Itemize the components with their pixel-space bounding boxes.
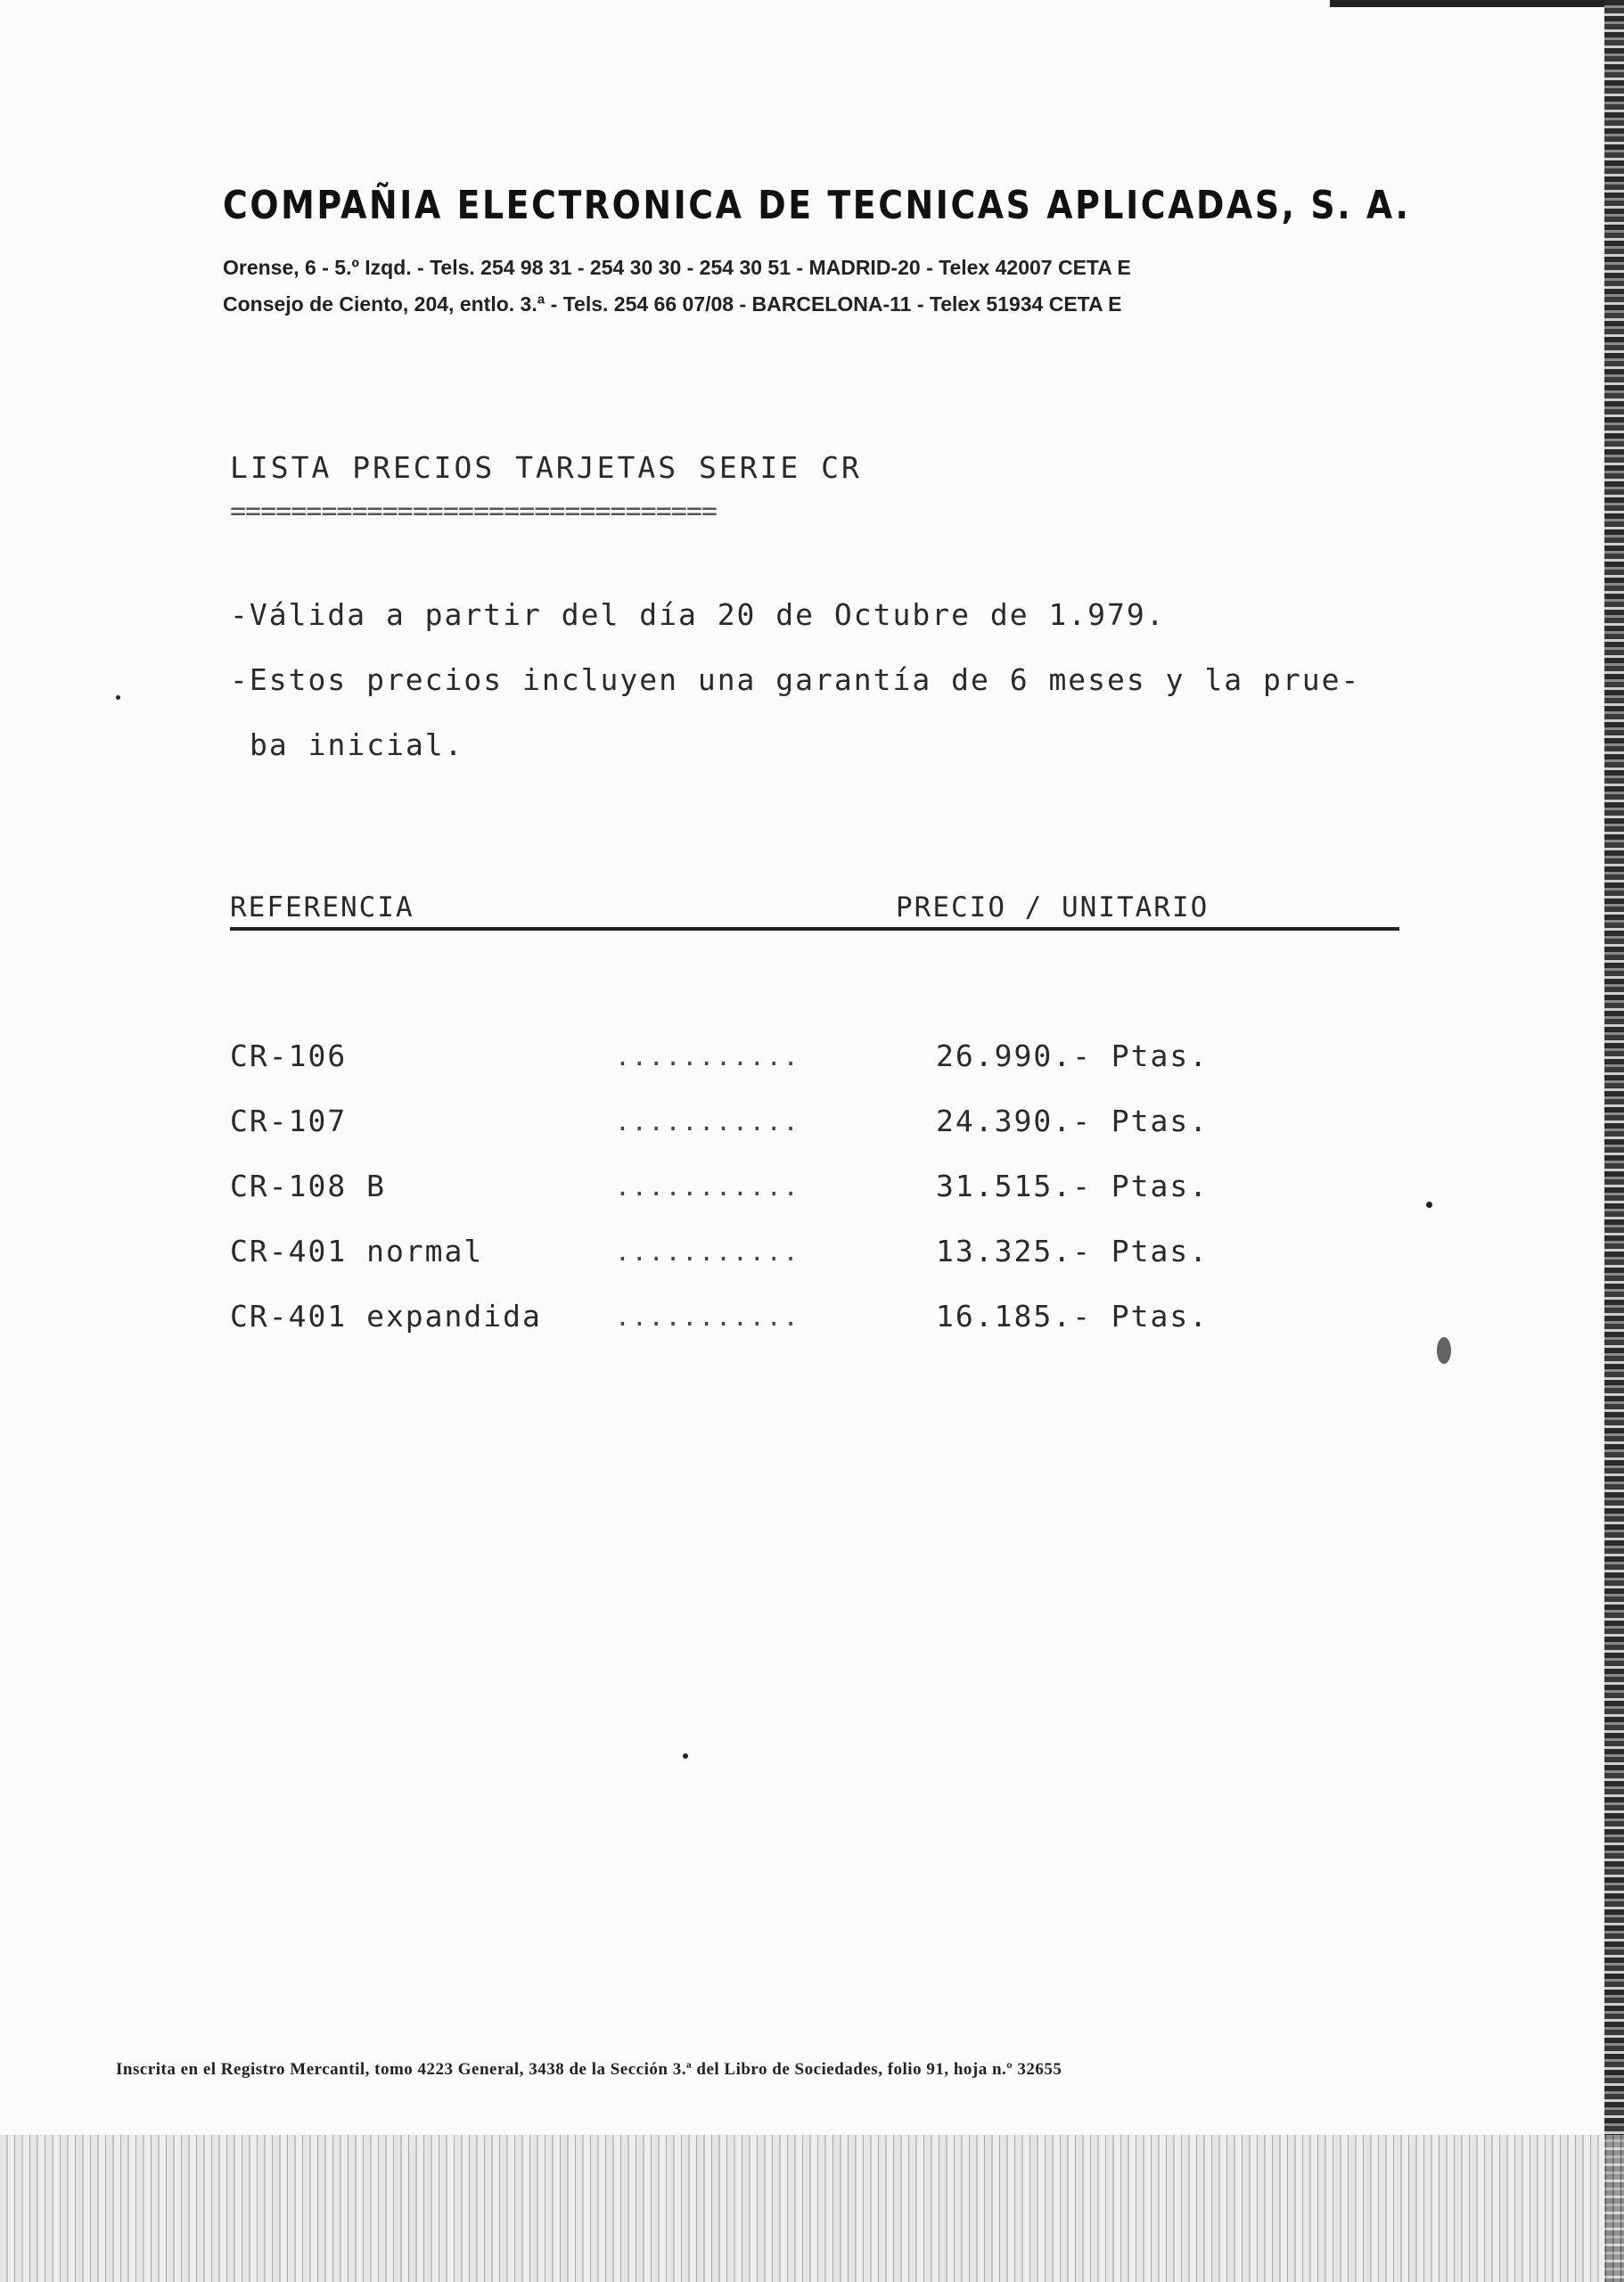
row-price: 26.990.- Ptas. [936, 1038, 1210, 1073]
row-leader: ........... [615, 1042, 800, 1071]
address-barcelona: Consejo de Ciento, 204, entlo. 3.ª - Tels. 254 66 07/08 - BARCELONA-11 - Telex 51934 CETA E [223, 292, 1122, 316]
row-price: 16.185.- Ptas. [936, 1299, 1210, 1334]
row-reference: CR-106 [230, 1038, 348, 1073]
row-leader: ........... [615, 1172, 800, 1202]
scan-edge-top [1330, 0, 1615, 7]
price-row [0, 1299, 1624, 1352]
row-reference: CR-401 normal [230, 1234, 484, 1268]
row-leader: ........... [615, 1237, 800, 1267]
title-underline: ================================ [230, 496, 717, 527]
company-name: COMPAÑIA ELECTRONICA DE TECNICAS APLICADAS, S. A. [223, 183, 1411, 228]
ink-speck [683, 1753, 688, 1759]
column-header-reference: REFERENCIA [230, 891, 414, 923]
scan-edge-bottom [0, 2135, 1624, 2282]
row-reference: CR-108 B [230, 1169, 386, 1203]
warranty-note-continuation: ba inicial. [250, 727, 464, 762]
price-row [0, 1104, 1624, 1157]
row-price: 13.325.- Ptas. [936, 1234, 1210, 1268]
warranty-note: -Estos precios incluyen una garantía de 6 meses y la prue- [230, 662, 1361, 697]
validity-note: -Válida a partir del día 20 de Octubre de 1.979. [230, 597, 1166, 632]
row-price: 31.515.- Ptas. [936, 1169, 1210, 1203]
column-header-price: PRECIO / UNITARIO [896, 891, 1210, 923]
registry-footer: Inscrita en el Registro Mercantil, tomo 4223 General, 3438 de la Sección 3.ª del Libro de Sociedades, folio 91, hoja n.º 32655 [116, 2060, 1062, 2079]
row-price: 24.390.- Ptas. [936, 1104, 1210, 1138]
address-madrid: Orense, 6 - 5.º Izqd. - Tels. 254 98 31 - 254 30 30 - 254 30 51 - MADRID-20 - Telex 42007 CETA E [223, 256, 1131, 279]
ink-speck [1426, 1202, 1432, 1208]
row-reference: CR-107 [230, 1104, 348, 1138]
row-leader: ........... [615, 1302, 800, 1332]
row-leader: ........... [615, 1107, 800, 1137]
price-row [0, 1169, 1624, 1222]
ink-speck [116, 695, 120, 700]
row-reference: CR-401 expandida [230, 1299, 542, 1334]
header-rule [230, 927, 1399, 931]
ink-blot [1437, 1337, 1451, 1364]
price-row [0, 1234, 1624, 1287]
price-row [0, 1038, 1624, 1092]
document-title: LISTA PRECIOS TARJETAS SERIE CR [230, 450, 862, 485]
